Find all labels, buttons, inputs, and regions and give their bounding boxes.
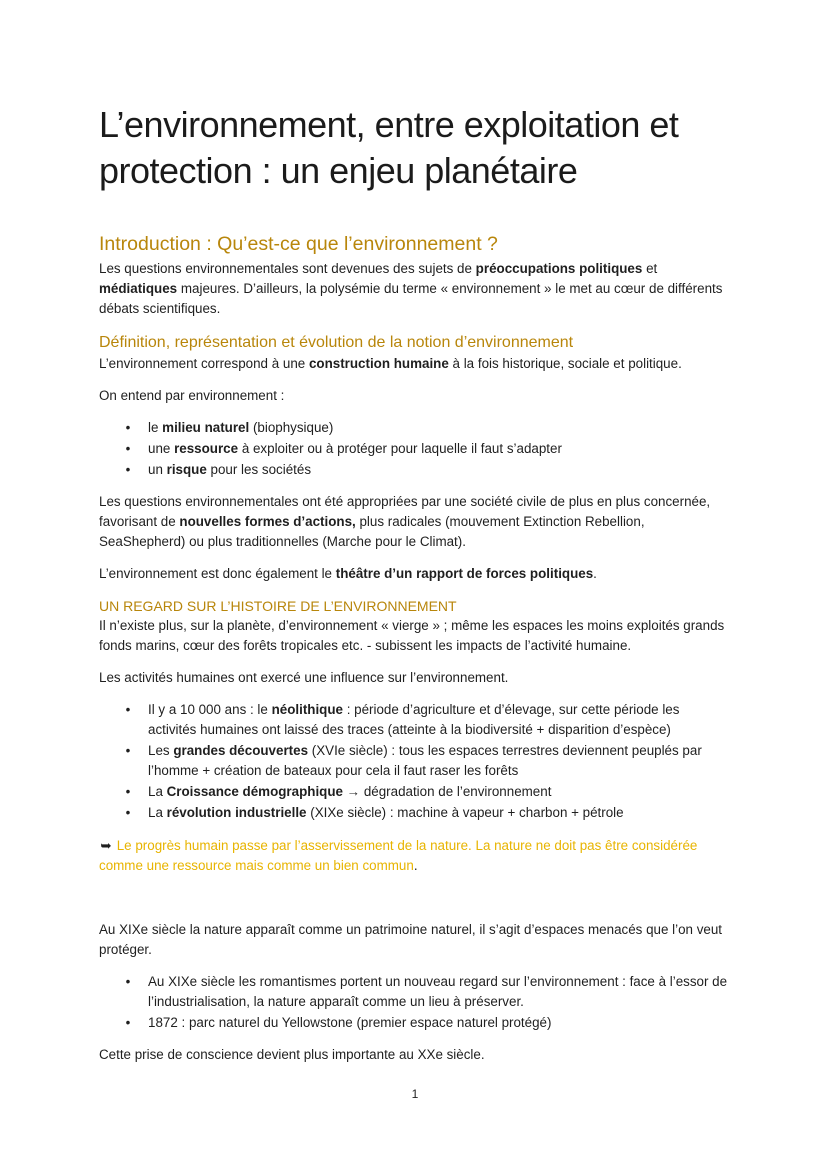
patrimoine-paragraph-2: Cette prise de conscience devient plus importante au XXe siècle. — [99, 1047, 485, 1062]
bullet-icon: • — [125, 702, 131, 717]
bullet-icon: • — [125, 1015, 131, 1030]
definition-paragraph-4: L’environnement est donc également le théâtre d’un rapport de forces politiques. — [99, 566, 597, 581]
patrimoine-list — [99, 972, 731, 1034]
bullet-icon: • — [125, 462, 131, 477]
list-item: • Au XIXe siècle les romantismes portent un nouveau regard sur l’environnement : face à l’essor de l’industrialisation, la nature apparaît comme un lieu à préserver. — [99, 972, 731, 1012]
history-list — [99, 700, 731, 824]
list-item: • Il y a 10 000 ans : le néolithique : période d’agriculture et d’élevage, sur cette période les activités humaines ont laissé des traces (atteinte à la biodiversité + disparition d’espèce) — [99, 700, 731, 740]
history-paragraph-1: Il n’existe plus, sur la planète, d’environnement « vierge » ; même les espaces les moins exploités grands fonds marins, cœur des forêts tropicales etc. - subissent les impacts de l’activité humaine. — [99, 618, 725, 653]
arrow-icon: ➥ — [100, 838, 112, 853]
bullet-icon: • — [125, 974, 131, 989]
list-item: • 1872 : parc naturel du Yellowstone (premier espace naturel protégé) — [99, 1013, 731, 1033]
definition-paragraph-2: On entend par environnement : — [99, 388, 285, 403]
page-number: 1 — [411, 1087, 419, 1101]
definition-heading: Définition, représentation et évolution de la notion d’environnement — [99, 334, 574, 351]
bullet-icon: • — [125, 743, 131, 758]
definition-paragraph-1: L’environnement correspond à une construction humaine à la fois historique, sociale et politique. — [99, 356, 682, 371]
definition-paragraph-3: Les questions environnementales ont été appropriées par une société civile de plus en plus concernée, favorisant de nouvelles formes d’actions, plus radicales (mouvement Extinction Rebellion, SeaShepherd) ou plus traditionnelles (Marche pour le Climat). — [99, 494, 711, 549]
document-title: L’environnement, entre exploitation et protection : un enjeu planétaire — [99, 104, 679, 191]
history-paragraph-2: Les activités humaines ont exercé une influence sur l’environnement. — [99, 670, 509, 685]
list-item: • Les grandes découvertes (XVIe siècle) : tous les espaces terrestres deviennent peuplés par l’homme + création de bateaux pour cela il faut raser les forêts — [99, 741, 731, 781]
intro-heading: Introduction : Qu’est-ce que l’environnement ? — [99, 233, 498, 255]
bullet-icon: • — [125, 784, 131, 799]
list-item: • un risque pour les sociétés — [99, 460, 731, 480]
history-conclusion: ➥ Le progrès humain passe par l’asservissement de la nature. La nature ne doit pas être considérée comme une ressource mais comme un bien commun. — [99, 838, 698, 873]
definition-list — [99, 418, 731, 481]
bullet-icon: • — [125, 441, 131, 456]
bullet-icon: • — [125, 805, 131, 820]
patrimoine-paragraph-1: Au XIXe siècle la nature apparaît comme un patrimoine naturel, il s’agit d’espaces menacés que l’on veut protéger. — [99, 922, 723, 957]
bullet-icon: • — [125, 420, 131, 435]
list-item: • La révolution industrielle (XIXe siècle) : machine à vapeur + charbon + pétrole — [99, 803, 731, 823]
history-heading: UN REGARD SUR L’HISTOIRE DE L’ENVIRONNEMENT — [99, 598, 457, 614]
list-item: • le milieu naturel (biophysique) — [99, 418, 731, 438]
list-item: • une ressource à exploiter ou à protéger pour laquelle il faut s’adapter — [99, 439, 731, 459]
intro-paragraph: Les questions environnementales sont devenues des sujets de préoccupations politiques et médiatiques majeures. D’ailleurs, la polysémie du terme « environnement » le met au cœur de différents débats scientifiques. — [99, 261, 723, 316]
list-item: • La Croissance démographique → dégradation de l’environnement — [99, 782, 731, 802]
